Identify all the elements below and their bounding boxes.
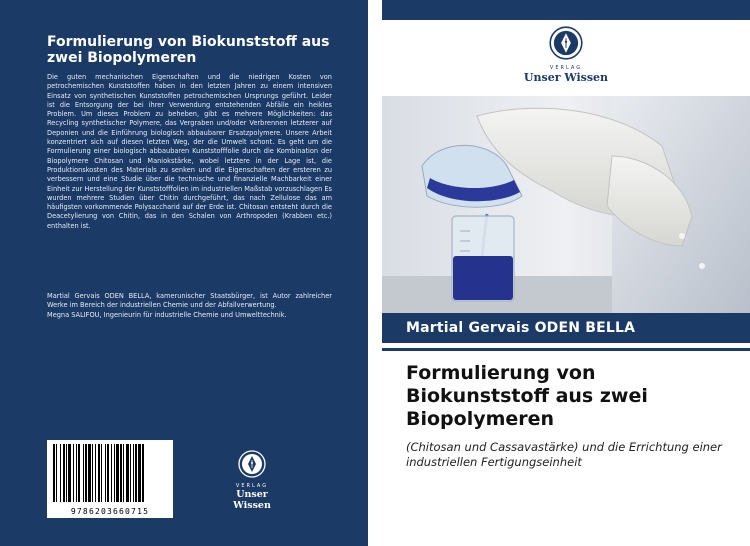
barcode-bar bbox=[95, 444, 96, 502]
front-verlag-label: VERLAG bbox=[549, 65, 583, 71]
barcode-bar bbox=[73, 444, 74, 502]
barcode-bar bbox=[78, 444, 80, 502]
front-author-name: Martial Gervais ODEN BELLA bbox=[406, 320, 636, 336]
barcode-bar bbox=[130, 444, 131, 502]
front-title: Formulierung von Biokunststoff aus zwei Biopolymeren bbox=[406, 362, 648, 430]
barcode-bar bbox=[98, 444, 100, 502]
isbn-number: 9786203660715 bbox=[70, 507, 150, 516]
cover-photo-lab-glassware bbox=[382, 96, 750, 314]
spine bbox=[368, 0, 382, 546]
barcode-bar bbox=[126, 444, 129, 502]
front-top-bar bbox=[382, 0, 750, 20]
back-cover bbox=[0, 0, 368, 546]
barcode-bar bbox=[56, 444, 57, 502]
author-bio-line-2: Megna SALIFOU, Ingenieurin für industrielle Chemie und Umwelttechnik. bbox=[47, 310, 287, 319]
barcode-bar bbox=[88, 444, 91, 502]
barcode-bar bbox=[120, 444, 122, 502]
barcode-bar bbox=[111, 444, 112, 502]
barcode-bar bbox=[83, 444, 84, 502]
barcode-bar bbox=[60, 444, 61, 502]
author-bar bbox=[382, 313, 750, 343]
isbn-barcode bbox=[47, 440, 173, 518]
barcode-bar bbox=[116, 444, 119, 502]
barcode-bar bbox=[63, 444, 65, 502]
back-verlag-label: VERLAG bbox=[235, 483, 269, 489]
barcode-bar bbox=[101, 444, 102, 502]
barcode-bar bbox=[68, 444, 71, 502]
author-bio bbox=[47, 292, 332, 320]
divider-rule bbox=[382, 348, 750, 351]
barcode-bar bbox=[53, 444, 55, 502]
barcode-bar bbox=[135, 444, 137, 502]
barcode-bar bbox=[76, 444, 77, 502]
back-title: Formulierung von Biokunststoff aus zwei Biopolymeren bbox=[47, 34, 330, 66]
barcode-bar bbox=[142, 444, 144, 502]
front-cover bbox=[382, 0, 750, 546]
front-publisher-logo bbox=[510, 26, 622, 84]
back-publisher-logo bbox=[217, 450, 287, 511]
back-blurb: Die guten mechanischen Eigenschaften und die niedrigen Kosten von petrochemischen Kunststoffen haben in den letzten Jahren zu einem intensiven Einsatz von synthetischen Kunststoffen petrochemischen Ursprungs geführt. Leider ist die Entsorgung der bei ihrer Verwendung entstehenden Abfälle ein heikles Problem. Um dieses Problem zu beheben, gibt es mehrere Möglichkeiten: das Recycling synthetischer Polymere, das Vergraben und/oder Verbrennen letzterer auf Deponien und die Einführung biologisch abbaubarer Ersatzpolymere. Unsere Arbeit konzentriert sich auf diesen letzten Weg, der die Umwelt schont. Es geht um die Formulierung einer biologisch abbaubaren Kunststofffolie durch die Kombination der Biopolymere Chitosan und Maniokstärke, wobei letztere in der Lage ist, die Produktionskosten des Materials zu senken und die Eigenschaften der ersteren zu verbessern und eine Studie über die technische und finanzielle Machbarkeit einer Einheit zur Herstellung der Kunststofffolien im industriellen Maßstab vorzuschlagen Es wurden mehrere Studien über Chitin durchgeführt, das nach Zellulose das am häufigsten vorkommende Polysaccharid auf der Erde ist. Chitosan entsteht durch die Deacetylierung von Chitin, das in den Schalen von Arthropoden (Krabben etc.) enthalten ist. bbox=[47, 73, 332, 230]
pen-nib-emblem-icon bbox=[238, 450, 266, 478]
barcode-bar bbox=[123, 444, 124, 502]
front-subtitle: (Chitosan und Cassavastärke) und die Errichtung einer industriellen Fertigungseinheit bbox=[406, 440, 722, 469]
author-bio-line-1: Martial Gervais ODEN BELLA, kamerunischer Staatsbürger, ist Autor zahlreicher Werke im Bereich der industriellen Chemie und der Abfallverwertung. bbox=[47, 292, 332, 310]
barcode-bar bbox=[105, 444, 106, 502]
beaker bbox=[452, 216, 514, 301]
barcode-bar bbox=[85, 444, 87, 502]
barcode-bar bbox=[133, 444, 134, 502]
back-publisher-name: Unser Wissen bbox=[233, 489, 271, 511]
barcode-bar bbox=[107, 444, 109, 502]
barcode-bar bbox=[92, 444, 93, 502]
barcode-bar bbox=[114, 444, 115, 502]
pen-nib-emblem-icon bbox=[549, 26, 583, 60]
barcode-bars bbox=[51, 444, 169, 506]
barcode-bar bbox=[138, 444, 141, 502]
barcode-bar bbox=[66, 444, 67, 502]
front-publisher-name: Unser Wissen bbox=[523, 71, 609, 84]
lab-scene-illustration bbox=[382, 96, 750, 314]
